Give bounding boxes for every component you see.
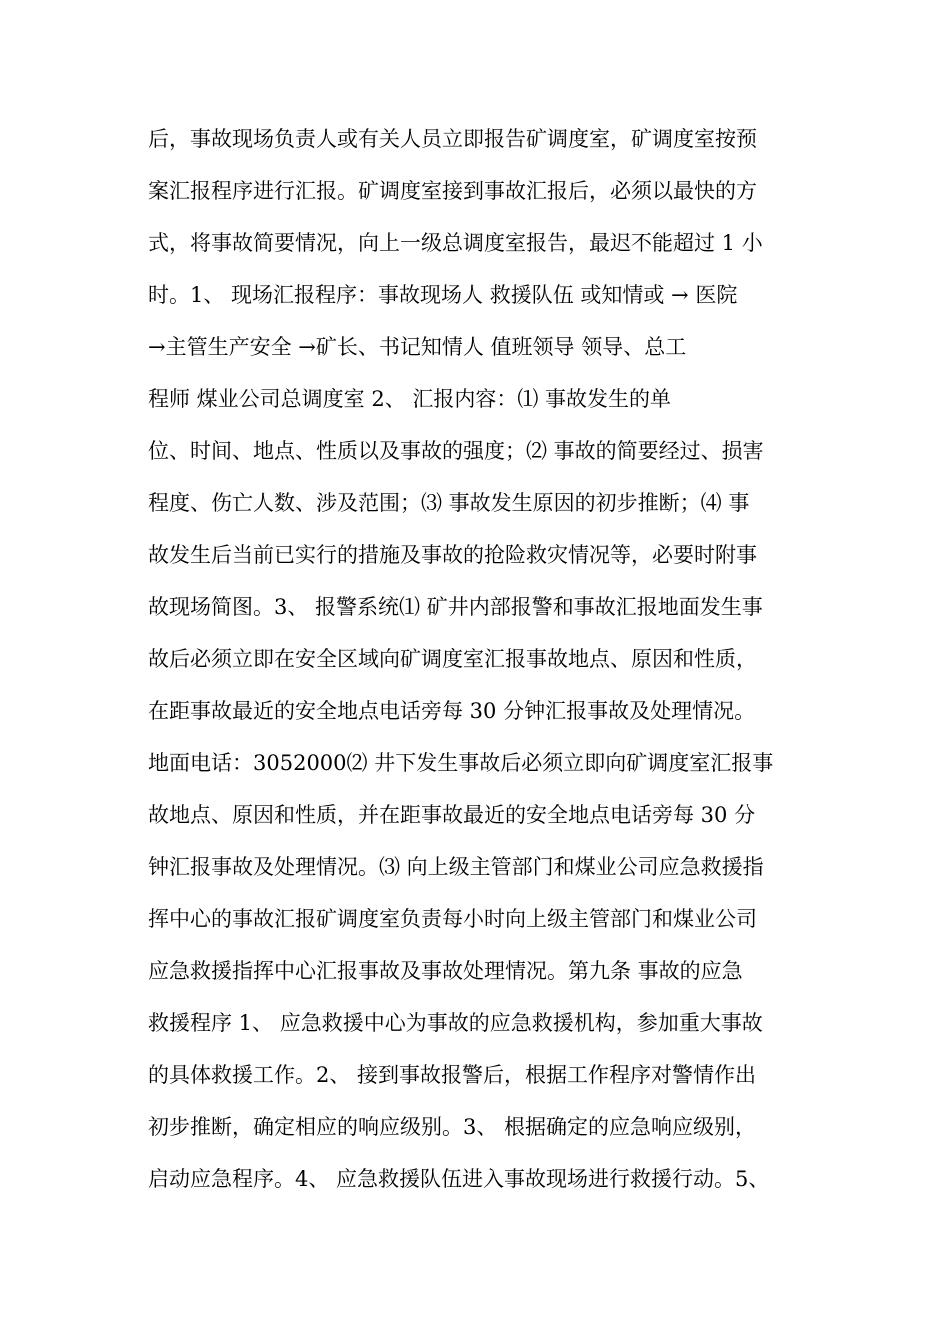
text-line: 后，事故现场负责人或有关人员立即报告矿调度室，矿调度室按预	[148, 127, 757, 151]
text-line: 在距事故最近的安全地点电话旁每 30 分钟汇报事故及处理情况。	[148, 699, 756, 723]
text-line: 的具体救援工作。2、 接到事故报警后，根据工作程序对警情作出	[148, 1063, 757, 1087]
text-line: 位、时间、地点、性质以及事故的强度；⑵ 事故的简要经过、损害	[148, 439, 764, 463]
text-line: 地面电话：3052000⑵ 井下发生事故后必须立即向矿调度室汇报事	[148, 751, 774, 775]
text-line: 故现场简图。3、 报警系统⑴ 矿井内部报警和事故汇报地面发生事	[148, 595, 763, 619]
text-line: 钟汇报事故及处理情况。⑶ 向上级主管部门和煤业公司应急救援指	[148, 855, 764, 879]
text-line: 启动应急程序。4、 应急救援队伍进入事故现场进行救援行动。5、	[148, 1167, 770, 1191]
text-line: 挥中心的事故汇报矿调度室负责每小时向上级主管部门和煤业公司	[148, 907, 757, 931]
text-line: 救援程序 1、 应急救援中心为事故的应急救援机构，参加重大事故	[148, 1011, 763, 1035]
text-line: 应急救援指挥中心汇报事故及事故处理情况。第九条 事故的应急	[148, 959, 743, 983]
text-line: 故地点、原因和性质，并在距事故最近的安全地点电话旁每 30 分	[148, 803, 756, 827]
text-line: 初步推断，确定相应的响应级别。3、 根据确定的应急响应级别，	[148, 1115, 757, 1139]
text-line: 程师 煤业公司总调度室 2、 汇报内容：⑴ 事故发生的单	[148, 387, 672, 411]
text-line: 故后必须立即在安全区域向矿调度室汇报事故地点、原因和性质，	[148, 647, 757, 671]
text-line: 时。1、 现场汇报程序：事故现场人 救援队伍 或知情或 → 医院	[148, 283, 738, 307]
text-line: 式，将事故简要情况，向上一级总调度室报告，最迟不能超过 1 小	[148, 231, 763, 255]
text-line: 程度、伤亡人数、涉及范围；⑶ 事故发生原因的初步推断；⑷ 事	[148, 491, 750, 515]
text-line: 案汇报程序进行汇报。矿调度室接到事故汇报后，必须以最快的方	[148, 179, 757, 203]
text-line: 故发生后当前已实行的措施及事故的抢险救灾情况等，必要时附事	[148, 543, 757, 567]
text-line: →主管生产安全 →矿长、书记知情人 值班领导 领导、总工	[148, 335, 687, 359]
